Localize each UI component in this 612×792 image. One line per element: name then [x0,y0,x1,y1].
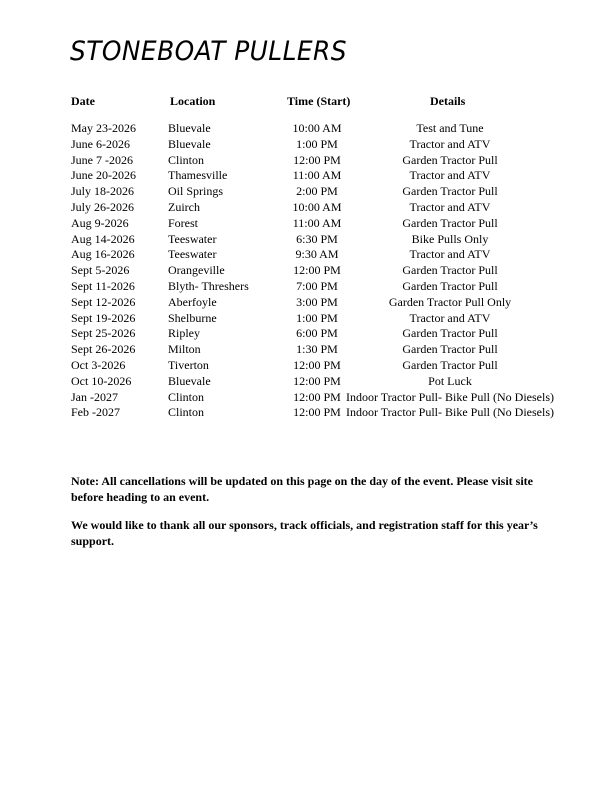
event-details: Tractor and ATV [409,199,491,214]
table-row [0,184,612,200]
page-title: STONEBOAT PULLERS [70,36,348,67]
table-row [0,232,612,248]
table-row [0,216,612,232]
event-time: 12:00 PM [293,357,341,372]
event-details: Garden Tractor Pull [402,215,498,230]
table-row [0,311,612,327]
event-date: Sept 11-2026 [71,278,135,293]
event-date: Oct 10-2026 [71,373,132,388]
event-location: Tiverton [168,357,209,372]
event-details: Garden Tractor Pull [402,263,498,278]
event-location: Blyth- Threshers [168,278,249,293]
table-row [0,153,612,169]
event-location: Teeswater [168,231,217,246]
event-time: 3:00 PM [296,294,338,309]
event-location: Forest [168,215,198,230]
table-row [0,390,612,406]
table-row [0,200,612,216]
event-time: 9:30 AM [295,247,339,262]
column-header-details: Details [430,94,466,108]
event-location: Clinton [168,389,205,404]
event-time: 2:00 PM [296,184,338,199]
event-date: Sept 12-2026 [71,294,136,309]
event-location: Thamesville [168,168,228,183]
event-date: Sept 19-2026 [71,310,136,325]
event-time: 11:00 AM [292,168,342,183]
event-details: Test and Tune [416,121,484,135]
event-details: Bike Pulls Only [411,231,489,246]
event-time: 12:00 PM [293,152,341,167]
event-time: 10:00 AM [292,121,342,135]
event-date: Aug 16-2026 [71,247,135,262]
event-date: Jan -2027 [71,389,118,404]
event-time: 6:30 PM [296,231,338,246]
event-details: Garden Tractor Pull Only [388,294,512,309]
table-row [0,279,612,295]
event-details: Garden Tractor Pull [402,342,498,357]
event-location: Milton [168,342,201,357]
event-time: 12:00 PM [293,263,341,278]
event-date: Oct 3-2026 [71,357,126,372]
event-details: Pot Luck [428,373,472,388]
event-details: Garden Tractor Pull [402,152,498,167]
event-location: Oil Springs [168,184,224,199]
event-location: Ripley [168,326,200,341]
event-details: Indoor Tractor Pull- Bike Pull (No Diesels) [346,389,554,404]
column-header-time: Time (Start) [287,94,351,108]
event-location: Bluevale [168,121,211,135]
event-time: 12:00 PM [293,405,341,420]
event-time: 12:00 PM [293,373,341,388]
table-row [0,342,612,358]
event-time: 10:00 AM [292,199,342,214]
event-location: Bluevale [168,373,211,388]
event-location: Aberfoyle [168,294,217,309]
event-location: Zuirch [168,199,200,214]
event-time: 11:00 AM [292,215,342,230]
table-row [0,263,612,279]
event-date: Sept 26-2026 [71,342,136,357]
event-date: Sept 25-2026 [71,326,136,341]
column-header-location: Location [170,94,216,108]
table-row [0,295,612,311]
table-row [0,121,612,137]
thanks-note: We would like to thank all our sponsors, track officials, and registration staff for this year’s support. [71,518,538,548]
event-details: Indoor Tractor Pull- Bike Pull (No Diesels) [346,405,554,420]
event-details: Tractor and ATV [409,247,491,262]
event-date: Aug 14-2026 [71,231,135,246]
event-details: Tractor and ATV [409,310,491,325]
event-date: July 18-2026 [71,184,134,199]
event-date: Sept 5-2026 [71,263,130,278]
event-date: Feb -2027 [71,405,120,420]
event-time: 1:00 PM [296,136,338,151]
event-time: 1:30 PM [296,342,338,357]
table-row [0,247,612,263]
table-row [0,137,612,153]
event-time: 1:00 PM [296,310,338,325]
table-row [0,168,612,184]
table-row [0,374,612,390]
event-location: Shelburne [168,310,217,325]
event-time: 12:00 PM [293,389,341,404]
table-row [0,405,612,421]
event-details: Garden Tractor Pull [402,326,498,341]
event-details: Tractor and ATV [409,136,491,151]
cancellation-note: Note: All cancellations will be updated on this page on the day of the event. Please visit site before heading to an event. [71,474,533,504]
event-date: June 7 -2026 [71,152,133,167]
event-date: May 23-2026 [71,121,136,135]
event-details: Garden Tractor Pull [402,278,498,293]
event-location: Bluevale [168,136,211,151]
table-row [0,358,612,374]
event-details: Garden Tractor Pull [402,357,498,372]
event-location: Clinton [168,152,205,167]
event-location: Orangeville [168,263,225,278]
event-time: 6:00 PM [296,326,338,341]
event-location: Clinton [168,405,205,420]
event-date: July 26-2026 [71,199,134,214]
column-header-date: Date [71,94,95,108]
event-details: Garden Tractor Pull [402,184,498,199]
event-date: Aug 9-2026 [71,215,129,230]
event-details: Tractor and ATV [409,168,491,183]
event-location: Teeswater [168,247,217,262]
event-date: June 20-2026 [71,168,136,183]
event-time: 7:00 PM [296,278,338,293]
event-schedule-table [0,121,612,421]
event-date: June 6-2026 [71,136,130,151]
table-row [0,326,612,342]
